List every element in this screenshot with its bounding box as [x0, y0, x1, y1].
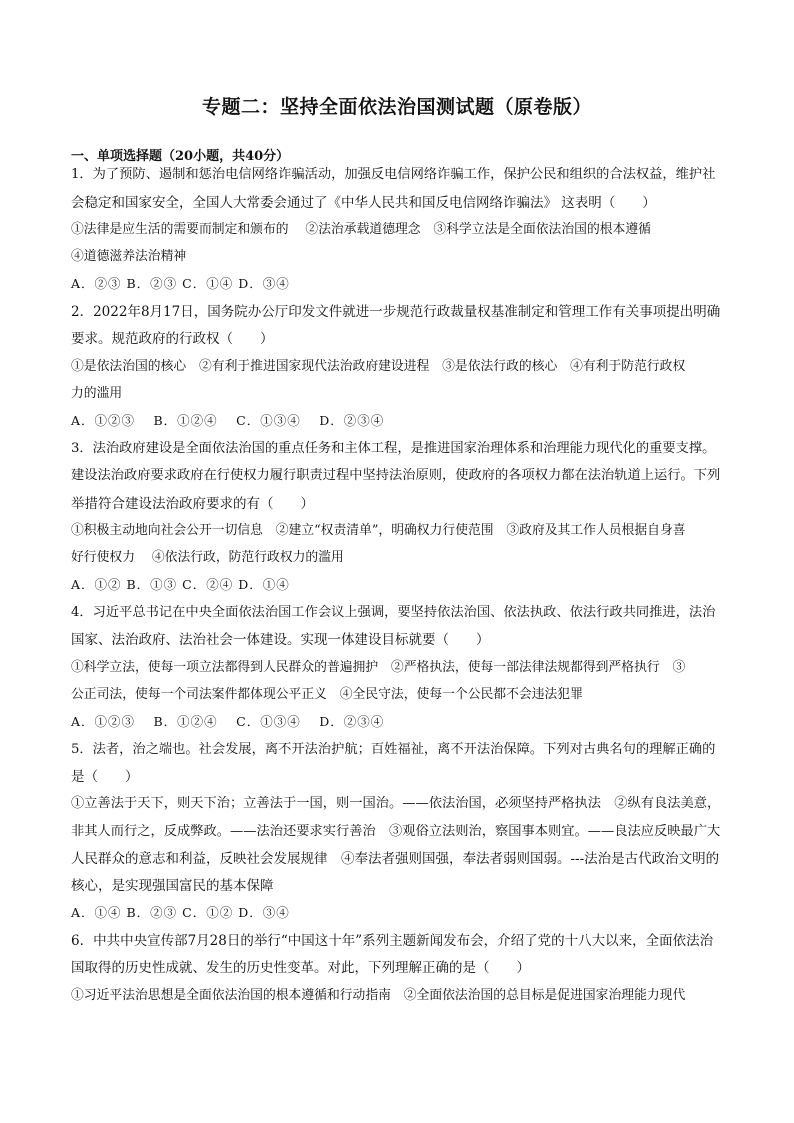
q3-stem-line3: 举措符合建设法治政府要求的有（ ） — [71, 496, 314, 512]
q3-stem-line1: 3．法治政府建设是全面依法治国的重点任务和主体工程，是推进国家治理体系和治理能力现代化的重要支撑。 — [71, 441, 716, 456]
q6-stem-line1: 6．中共中央宣传部7月28日的举行“中国这十年”系列主题新闻发布会，介绍了党的十八大以来，全面依法治 — [71, 933, 714, 949]
q2-stem-line2: 要求。规范政府的行政权（ ） — [71, 331, 274, 347]
q1-stem-line1: 1．为了预防、遏制和惩治电信网络诈骗活动，加强反电信网络诈骗工作，保护公民和组织的合法权益，维护社 — [71, 167, 716, 182]
page-title: 专题二：坚持全面依法治国测试题（原卷版） — [201, 96, 592, 118]
q2-answer-choices: A．①②③ B．①②④ C．①③④ D．②③④ — [71, 413, 385, 428]
q5-stem-line2: 是（ ） — [71, 769, 139, 785]
q6-options-line1: ①习近平法治思想是全面依法治国的根本遵循和行动指南 ②全面依法治国的总目标是促进国家治理能力现代 — [71, 988, 686, 1003]
q4-options-line1: ①科学立法，使每一项立法都得到人民群众的普遍拥护 ②严格执法，使每一部法律法规都得到严格执行 ③ — [71, 660, 686, 675]
q5-options-line4: 核心，是实现强国富民的基本保障 — [71, 878, 274, 894]
q3-options-line1: ①积极主动地向社会公开一切信息 ②建立“权责清单”，明确权力行使范围 ③政府及其工作人员根据自身喜 — [71, 523, 686, 538]
q5-options-line1: ①立善法于天下，则天下治；立善法于一国，则一国治。——依法治国，必须坚持严格执法 ②纵有良法美意， — [71, 796, 721, 811]
q3-stem-line2: 建设法治政府要求政府在行使权力履行职责过程中坚持法治原则，使政府的各项权力都在法治轨道上运行。下列 — [71, 468, 721, 483]
q5-stem-line1: 5．法者，治之端也。社会发展，离不开法治护航；百姓福祉，离不开法治保障。下列对古典名句的理解正确的 — [71, 742, 716, 757]
q2-stem-line1: 2．2022年8月17日，国务院办公厅印发文件就进一步规范行政裁量权基准制定和管理工作有关事项提出明确 — [71, 304, 721, 320]
q5-answer-choices: A．①④ B．②③ C．①② D．③④ — [71, 905, 290, 920]
q4-stem-line2: 国家、法治政府、法治社会一体建设。实现一体建设目标就要（ ） — [71, 632, 490, 648]
q3-answer-choices: A．①② B．①③ C．②④ D．①④ — [71, 577, 290, 592]
q1-stem-line2: 会稳定和国家安全，全国人大常委会通过了《中华人民共和国反电信网络诈骗法》 这表明（ ） — [71, 195, 656, 211]
q1-options-line1: ①法律是应生活的需要而制定和颁布的 ②法治承载道德理念 ③科学立法是全面依法治国的根本遵循 — [71, 222, 651, 237]
q4-stem-line1: 4．习近平总书记在中央全面依法治国工作会议上强调，要坚持依法治国、依法执政、依法行政共同推进，法治 — [71, 605, 716, 620]
q2-options-line1: ①是依法治国的核心 ②有利于推进国家现代法治政府建设进程 ③是依法行政的核心 ④有利于防范行政权 — [71, 359, 686, 374]
q3-options-line2: 好行使权力 ④依法行政，防范行政权力的滥用 — [71, 550, 344, 565]
q1-answer-choices: A．②③ B．②③ C．①④ D．③④ — [71, 276, 290, 291]
q5-options-line2: 非其人而行之，反成弊政。——法治还要求实行善治 ③观俗立法则治，察国事本则宜。——良法应反映最广大 — [71, 824, 721, 839]
q6-stem-line2: 国取得的历史性成就、发生的历史性变革。对此，下列理解正确的是（ ） — [71, 960, 530, 976]
q4-options-line2: 公正司法，使每一个司法案件都体现公平正义 ④全民守法，使每一个公民都不会违法犯罪 — [71, 687, 583, 702]
section-heading: 一、单项选择题（20小题，共40分） — [71, 149, 290, 164]
q4-answer-choices: A．①②③ B．①②④ C．①③④ D．②③④ — [71, 714, 385, 729]
q5-options-line3: 人民群众的意志和利益，反映社会发展规律 ④奉法者强则国强，奉法者弱则国弱。---法治是古代政治文明的 — [71, 851, 720, 867]
q2-options-line2: 力的滥用 — [71, 386, 123, 401]
q1-options-line2: ④道德滋养法治精神 — [71, 249, 187, 264]
